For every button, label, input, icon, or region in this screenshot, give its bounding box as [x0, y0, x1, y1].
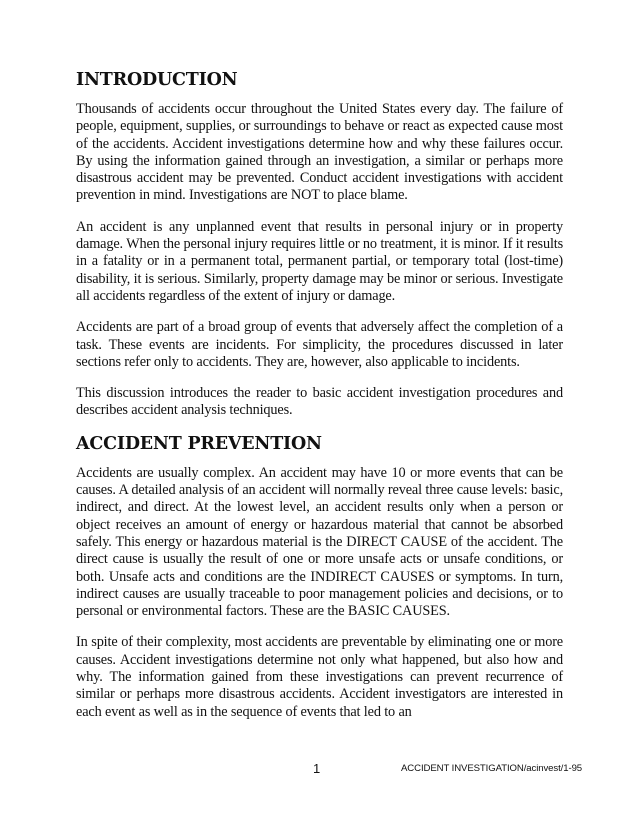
intro-paragraph-4: This discussion introduces the reader to basic accident investigation procedures and describes accident analysis techniques.: [76, 385, 563, 419]
heading-introduction: INTRODUCTION: [76, 70, 238, 90]
document-reference: ACCIDENT INVESTIGATION/acinvest/1-95: [401, 763, 583, 774]
intro-paragraph-3: Accidents are part of a broad group of events that adversely affect the completion of a task. These events are incidents. For simplicity, the procedures discussed in later sections refer only to accidents. They are, however, also applicable to incidents.: [76, 319, 563, 370]
prevention-paragraph-1: Accidents are usually complex. An accident may have 10 or more events that can be causes. A detailed analysis of an accident will normally reveal three cause levels: basic, indirect, and direct. At the lowest level, an accident results only when a person or object receives an amount of energy or hazardous material that cannot be absorbed safely. This energy or hazardous material is the DIRECT CAUSE of the accident. The direct cause is usually the result of one or more unsafe acts or unsafe conditions, or both. Unsafe acts and conditions are the INDIRECT CAUSES or symptoms. In turn, indirect causes are usually traceable to poor management policies and decisions, or to personal or environmental factors. These are the BASIC CAUSES.: [76, 464, 563, 620]
prevention-paragraph-2: In spite of their complexity, most accidents are preventable by eliminating one or more causes. Accident investigations determine not only what happened, but also how and why. The information gained from these investigations can prevent recurrence of similar or perhaps more disastrous accidents. Accident investigators are interested in each event as well as in the sequence of events that led to an: [76, 634, 563, 720]
page-number: 1: [313, 761, 321, 776]
page-footer: [0, 761, 638, 777]
intro-paragraph-2: An accident is any unplanned event that results in personal injury or in property damage. When the personal injury requires little or no treatment, it is minor. If it results in a fatality or in a permanent total, permanent partial, or temporary total (lost-time) disability, it is serious. Similarly, property damage may be minor or serious. Investigate all accidents regardless of the extent of injury or damage.: [76, 218, 563, 304]
intro-paragraph-1: Thousands of accidents occur throughout the United States every day. The failure of people, equipment, supplies, or surroundings to behave or react as expected cause most of the accidents. Accident investigations determine how and why these failures occur. By using the information gained through an investigation, a similar or perhaps more disastrous accident may be prevented. Conduct accident investigations with accident prevention in mind. Investigations are NOT to place blame.: [76, 101, 563, 204]
section-accident-prevention: [76, 434, 563, 721]
section-introduction: [76, 70, 563, 420]
heading-accident-prevention: ACCIDENT PREVENTION: [76, 433, 322, 454]
document-page: [76, 70, 563, 735]
